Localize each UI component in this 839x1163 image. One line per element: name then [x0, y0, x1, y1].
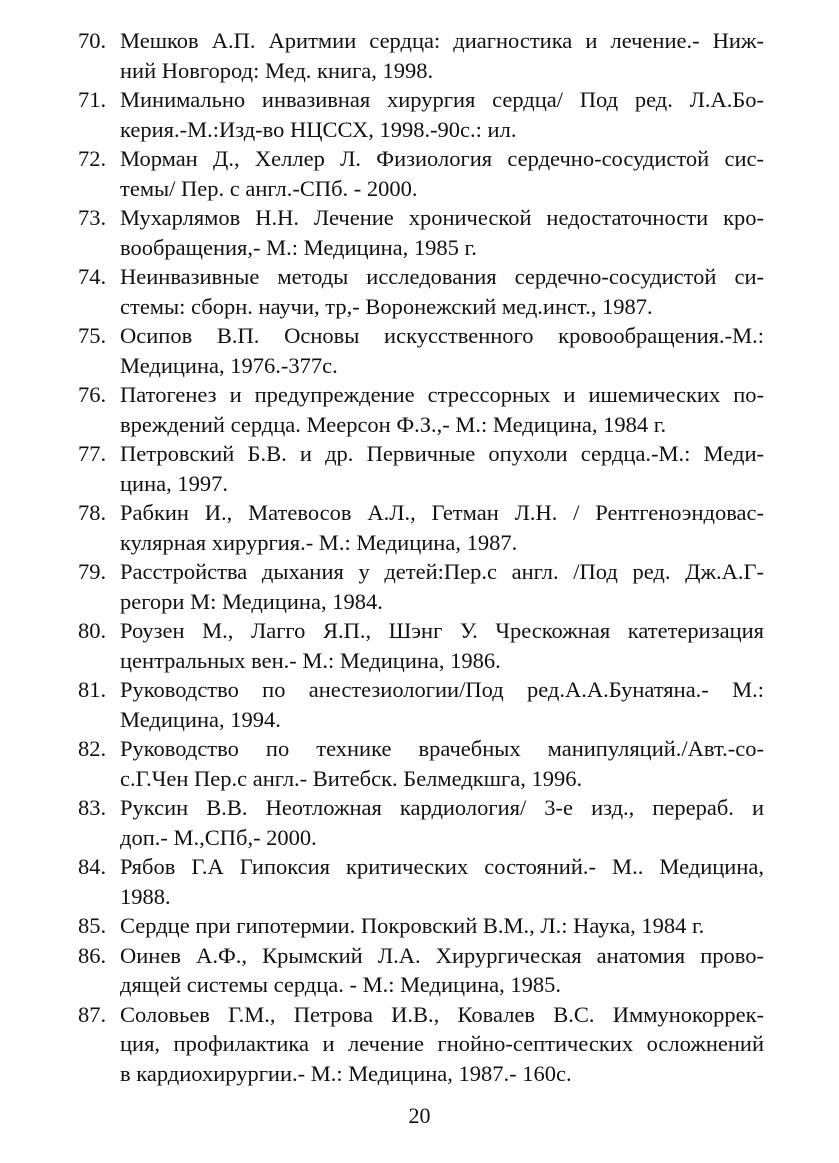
reference-line: Рабкин И., Матевосов А.Л., Гетман Л.Н. / Рентгеноэндовас- — [120, 500, 764, 525]
reference-line: Руководство по технике врачебных манипуляций./Авт.-со- — [120, 736, 764, 761]
reference-number: 71. — [78, 87, 107, 112]
reference-line: в кардиохирургии.- М.: Медицина, 1987.- 160с. — [120, 1060, 572, 1086]
reference-entry — [78, 262, 764, 321]
reference-text — [120, 852, 764, 911]
reference-line: стемы: сборн. научи, тр,- Воронежский мед.инст., 1987. — [120, 293, 653, 319]
reference-line: цина, 1997. — [120, 470, 228, 496]
reference-line: Сердце при гипотермии. Покровский В.М., Л.: Наука, 1984 г. — [120, 913, 705, 938]
reference-line: Осипов В.П. Основы искусственного кровообращения.-М.: — [120, 323, 764, 348]
reference-line: центральных вен.- М.: Медицина, 1986. — [120, 647, 501, 673]
reference-entry — [78, 1000, 764, 1089]
reference-text — [120, 793, 764, 852]
reference-line: Мешков А.П. Аритмии сердца: диагностика и лечение.- Ниж- — [120, 28, 764, 53]
reference-number: 81. — [78, 677, 107, 702]
reference-entry — [78, 675, 764, 734]
reference-number: 83. — [78, 795, 107, 820]
reference-text — [120, 203, 764, 262]
reference-number: 86. — [78, 942, 107, 968]
reference-line: Морман Д., Хеллер Л. Физиология сердечно-сосудистой сис- — [120, 146, 764, 171]
reference-text — [120, 85, 764, 144]
reference-line: Медицина, 1976.-377с. — [120, 352, 338, 378]
reference-line: ция, профилактика и лечение гнойно-септических осложнений — [120, 1031, 764, 1056]
reference-number: 74. — [78, 264, 107, 289]
reference-line: Патогенез и предупреждение стрессорных и ишемических по- — [120, 382, 764, 407]
reference-number: 80. — [78, 618, 107, 643]
reference-text — [120, 734, 764, 793]
reference-text — [120, 675, 764, 734]
reference-text — [120, 144, 764, 203]
reference-entry — [78, 85, 764, 144]
reference-line: Минимально инвазивная хирургия сердца/ Под ред. Л.А.Бо- — [120, 87, 764, 112]
reference-text — [120, 911, 764, 941]
reference-text — [120, 557, 764, 616]
reference-text — [120, 498, 764, 557]
reference-line: керия.-М.:Изд-во НЦССХ, 1998.-90с.: ил. — [120, 116, 517, 142]
reference-number: 78. — [78, 500, 107, 525]
reference-line: Медицина, 1994. — [120, 706, 281, 732]
reference-line: Мухарлямов Н.Н. Лечение хронической недостаточности кро- — [120, 205, 764, 230]
reference-line: кулярная хирургия.- М.: Медицина, 1987. — [120, 529, 518, 555]
reference-line: дящей системы сердца. - М.: Медицина, 1985. — [120, 972, 562, 997]
reference-text — [120, 321, 764, 380]
reference-number: 76. — [78, 382, 107, 407]
reference-line: Петровский Б.В. и др. Первичные опухоли сердца.-М.: Меди- — [120, 441, 764, 466]
reference-entry — [78, 26, 764, 85]
reference-text — [120, 439, 764, 498]
reference-text — [120, 380, 764, 439]
reference-number: 84. — [78, 854, 107, 879]
reference-text — [120, 26, 764, 85]
reference-number: 73. — [78, 205, 107, 230]
reference-entry — [78, 734, 764, 793]
reference-line: Роузен М., Лагго Я.П., Шэнг У. Чрескожная катетеризация — [120, 618, 764, 643]
reference-line: с.Г.Чен Пер.с англ.- Витебск. Белмедкшга, 1996. — [120, 765, 583, 791]
reference-line: регори М: Медицина, 1984. — [120, 588, 383, 614]
reference-number: 72. — [78, 146, 107, 171]
reference-text — [120, 616, 764, 675]
reference-text — [120, 941, 764, 1000]
reference-line: Оинев А.Ф., Крымский Л.А. Хирургическая анатомия прово- — [120, 942, 764, 968]
reference-entry — [78, 380, 764, 439]
reference-line: Руксин В.В. Неотложная кардиология/ 3-е изд., перераб. и — [120, 795, 764, 820]
reference-line: ний Новгород: Мед. книга, 1998. — [120, 57, 434, 83]
reference-entry — [78, 616, 764, 675]
reference-entry — [78, 144, 764, 203]
reference-line: темы/ Пер. с англ.-СПб. - 2000. — [120, 175, 418, 201]
reference-entry — [78, 439, 764, 498]
reference-line: Руководство по анестезиологии/Под ред.А.А.Бунатяна.- М.: — [120, 677, 764, 702]
reference-entry — [78, 911, 764, 941]
reference-entry — [78, 321, 764, 380]
reference-number: 77. — [78, 441, 107, 466]
reference-number: 87. — [78, 1001, 107, 1027]
reference-line: доп.- М.,СПб,- 2000. — [120, 824, 317, 850]
reference-line: вообращения,- М.: Медицина, 1985 г. — [120, 234, 477, 260]
reference-line: Соловьев Г.М., Петрова И.В., Ковалев В.С. Иммунокоррек- — [120, 1001, 764, 1027]
reference-list — [78, 26, 764, 1088]
reference-line: Рябов Г.А Гипоксия критических состояний.- М.. Медицина, — [120, 854, 764, 879]
reference-text — [120, 1000, 764, 1089]
reference-number: 70. — [78, 28, 107, 53]
reference-entry — [78, 557, 764, 616]
reference-number: 75. — [78, 323, 107, 348]
reference-number: 79. — [78, 559, 107, 584]
reference-entry — [78, 498, 764, 557]
reference-entry — [78, 852, 764, 911]
reference-entry — [78, 793, 764, 852]
reference-line: Неинвазивные методы исследования сердечно-сосудистой си- — [120, 264, 764, 289]
reference-line: вреждений сердца. Меерсон Ф.З.,- М.: Медицина, 1984 г. — [120, 411, 667, 437]
reference-line: Расстройства дыхания у детей:Пер.с англ. /Под ред. Дж.А.Г- — [120, 559, 764, 584]
reference-text — [120, 262, 764, 321]
reference-line: 1988. — [120, 883, 171, 909]
reference-number: 82. — [78, 736, 107, 761]
page-number: 20 — [408, 1103, 431, 1128]
reference-number: 85. — [78, 913, 107, 938]
reference-entry — [78, 941, 764, 1000]
reference-entry — [78, 203, 764, 262]
